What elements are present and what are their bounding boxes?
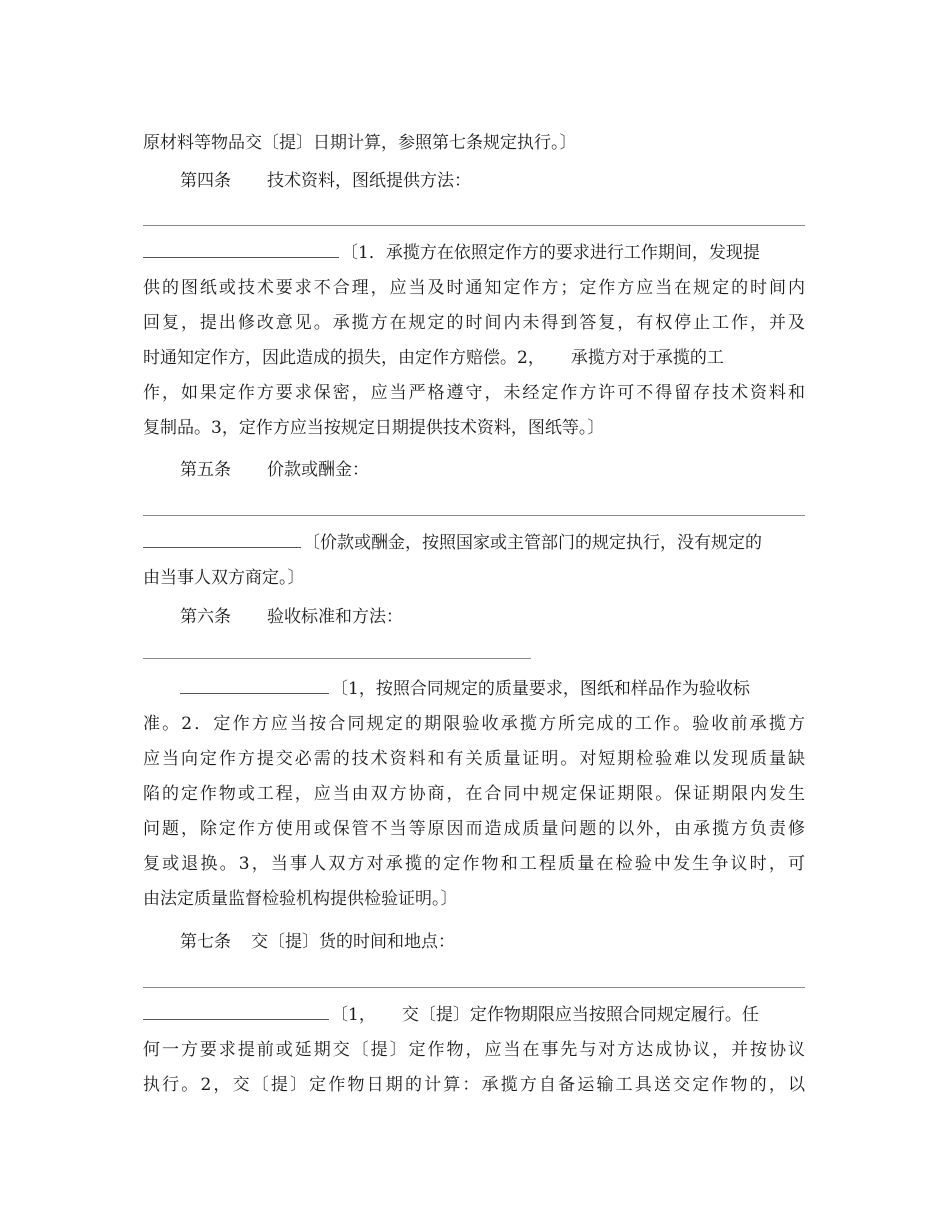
article-4-heading (180, 166, 805, 196)
article-6-title: 验收标准和方法： (267, 607, 403, 627)
fill-in-line (143, 987, 805, 988)
paragraph-line: 由当事人双方商定。〕 (143, 568, 305, 588)
paragraph-line: 由法定质量监督检验机构提供检验证明。〕 (143, 889, 458, 909)
fill-in-blank (143, 256, 339, 258)
fill-in-blank (180, 692, 329, 694)
paragraph-line: 〔1， 交〔提〕定作物期限应当按照合同规定履行。任 (143, 1000, 805, 1030)
article-5-label: 第五条 (180, 460, 231, 480)
paragraph-line: 应当向定作方提交必需的技术资料和有关质量证明。对短期检验难以发现质量缺 (143, 749, 805, 769)
paragraph-line: 执行。2，交〔提〕定作物日期的计算：承揽方自备运输工具送交定作物的，以 (143, 1075, 805, 1095)
article-4-title: 技术资料，图纸提供方法： (267, 171, 471, 191)
fill-in-line (143, 225, 805, 226)
article-5-title: 价款或酬金： (267, 460, 369, 480)
paragraph-line: 作，如果定作方要求保密，应当严格遵守，未经定作方许可不得留存技术资料和 (143, 383, 805, 403)
article-7-label: 第七条 (180, 932, 231, 952)
fill-in-line (143, 515, 805, 516)
paragraph-line: 复或退换。3，当事人双方对承揽的定作物和工程质量在检验中发生争议时，可 (143, 854, 805, 874)
paragraph-line: 复制品。3，定作方应当按规定日期提供技术资料，图纸等。〕 (143, 418, 605, 438)
paragraph-line: 陷的定作物或工程，应当由双方协商，在合同中规定保证期限。保证期限内发生 (143, 784, 805, 804)
fill-in-blank (143, 546, 301, 548)
paragraph-line: 问题，除定作方使用或保管不当等原因而造成质量问题的以外，由承揽方负责修 (143, 819, 805, 839)
paragraph-line: 〔1．承揽方在依照定作方的要求进行工作期间，发现提 (143, 238, 805, 268)
article-6-heading (180, 602, 805, 632)
paragraph-line: 回复，提出修改意见。承揽方在规定的时间内未得到答复，有权停止工作，并及 (143, 313, 805, 333)
article-6-label: 第六条 (180, 607, 231, 627)
fill-in-blank (143, 1018, 329, 1020)
article-5-heading (180, 455, 805, 485)
fill-in-line (143, 658, 531, 659)
paragraph-line: 何一方要求提前或延期交〔提〕定作物，应当在事先与对方达成协议，并按协议 (143, 1040, 805, 1060)
article-4-label: 第四条 (180, 171, 231, 191)
paragraph-line: 〔价款或酬金，按照国家或主管部门的规定执行，没有规定的 (143, 528, 805, 558)
paragraph-line: 时通知定作方，因此造成的损失，由定作方赔偿。2， 承揽方对于承揽的工 (143, 348, 724, 368)
paragraph-line: 原材料等物品交〔提〕日期计算，参照第七条规定执行。〕 (143, 133, 577, 153)
paragraph-line: 〔1，按照合同规定的质量要求，图纸和样品作为验收标 (180, 674, 805, 704)
article-7-heading (180, 927, 805, 957)
paragraph-line: 准。2．定作方应当按合同规定的期限验收承揽方所完成的工作。验收前承揽方 (143, 714, 805, 734)
article-7-title: 交〔提〕货的时间和地点： (251, 932, 455, 952)
paragraph-line: 供的图纸或技术要求不合理，应当及时通知定作方；定作方应当在规定的时间内 (143, 278, 805, 298)
